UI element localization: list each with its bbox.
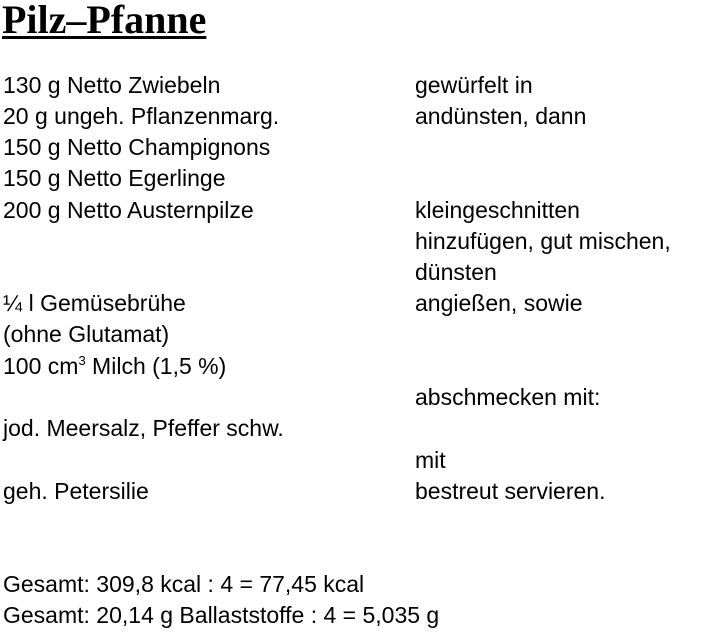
ingredient-text-suffix: Milch (1,5 %) xyxy=(85,353,227,379)
ingredient-text: geh. Petersilie xyxy=(3,478,149,504)
ingredient-text: 20 g ungeh. Pflanzenmarg. xyxy=(3,103,280,129)
instruction-text: gewürfelt in xyxy=(415,72,533,98)
superscript-exponent: 3 xyxy=(78,353,86,368)
instruction-text: abschmecken mit: xyxy=(415,384,601,410)
ingredient-text: 130 g Netto Zwiebeln xyxy=(3,72,221,98)
ingredient-row xyxy=(3,132,712,163)
ingredient-row xyxy=(3,351,712,382)
instruction-text: dünsten xyxy=(415,259,497,285)
ingredient-text: ¼ l Gemüsebrühe xyxy=(3,290,186,316)
instruction-text: hinzufügen, gut mischen, xyxy=(415,228,671,254)
ingredient-text: 150 g Netto Champignons xyxy=(3,134,271,160)
ingredient-row xyxy=(3,319,712,350)
ingredient-text xyxy=(3,351,226,382)
ingredient-row xyxy=(3,101,712,132)
ingredient-row xyxy=(3,382,712,413)
ingredient-row xyxy=(3,70,712,101)
ingredient-row xyxy=(3,257,712,288)
ingredient-row xyxy=(3,445,712,476)
ingredient-text: (ohne Glutamat) xyxy=(3,321,170,347)
recipe-title: Pilz–Pfanne xyxy=(2,0,207,42)
ingredient-row xyxy=(3,195,712,226)
instruction-text: angießen, sowie xyxy=(415,290,583,316)
ingredient-row xyxy=(3,288,712,319)
ingredient-text: jod. Meersalz, Pfeffer schw. xyxy=(3,415,284,441)
ingredient-text-prefix: 100 cm xyxy=(3,353,79,379)
ingredient-row xyxy=(3,476,712,507)
instruction-text: bestreut servieren. xyxy=(415,478,606,504)
instruction-text: mit xyxy=(415,447,446,473)
instruction-text: kleingeschnitten xyxy=(415,197,580,223)
total-calories: Gesamt: 309,8 kcal : 4 = 77,45 kcal xyxy=(3,571,365,597)
instruction-text: andünsten, dann xyxy=(415,103,587,129)
ingredient-text: 200 g Netto Austernpilze xyxy=(3,197,254,223)
ingredient-row xyxy=(3,163,712,194)
total-fiber: Gesamt: 20,14 g Ballaststoffe : 4 = 5,035 g xyxy=(3,602,440,628)
ingredient-text: 150 g Netto Egerlinge xyxy=(3,165,226,191)
ingredient-row xyxy=(3,413,712,444)
ingredient-row xyxy=(3,226,712,257)
